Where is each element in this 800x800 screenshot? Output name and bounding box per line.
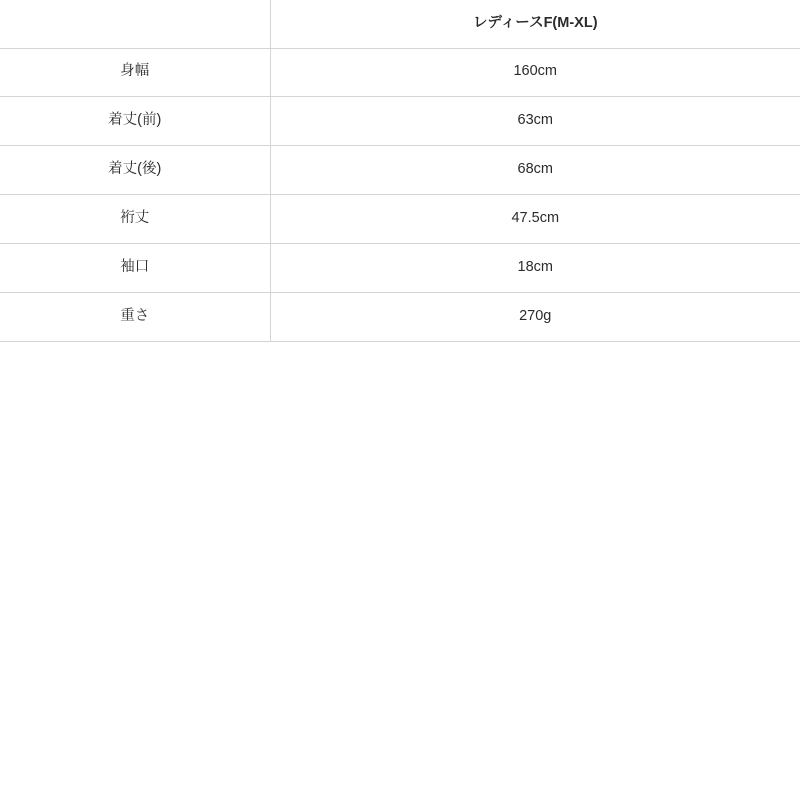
- header-blank-cell: [0, 0, 270, 48]
- table-row: [0, 194, 800, 243]
- row-value-cuff: 18cm: [270, 243, 800, 292]
- table-row: [0, 96, 800, 145]
- row-label-cuff: 袖口: [0, 243, 270, 292]
- table-header-row: [0, 0, 800, 48]
- row-label-body-width: 身幅: [0, 48, 270, 96]
- size-specification-table: [0, 0, 800, 342]
- table-row: [0, 145, 800, 194]
- row-value-weight: 270g: [270, 292, 800, 341]
- table-header: [0, 0, 800, 48]
- table-row: [0, 48, 800, 96]
- row-value-back-length: 68cm: [270, 145, 800, 194]
- row-label-back-length: 着丈(後): [0, 145, 270, 194]
- row-value-body-width: 160cm: [270, 48, 800, 96]
- row-value-front-length: 63cm: [270, 96, 800, 145]
- row-label-sleeve-length: 裄丈: [0, 194, 270, 243]
- table-row: [0, 243, 800, 292]
- row-value-sleeve-length: 47.5cm: [270, 194, 800, 243]
- row-label-weight: 重さ: [0, 292, 270, 341]
- table-row: [0, 292, 800, 341]
- table-body: [0, 48, 800, 341]
- row-label-front-length: 着丈(前): [0, 96, 270, 145]
- header-size-label: レディースF(M-XL): [270, 0, 800, 48]
